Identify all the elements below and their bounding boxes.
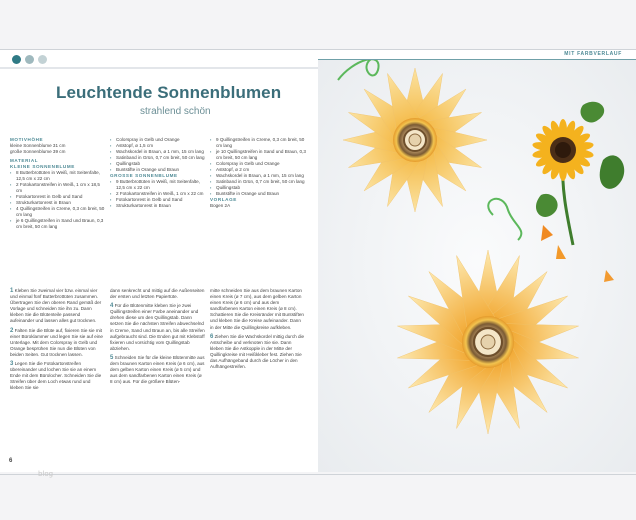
gross-heading: GROSSE SONNENBLUME	[110, 173, 178, 178]
motivhoehe-line: große Sonnenblume 39 cm	[10, 149, 66, 154]
klein-heading: KLEINE SONNENBLUME	[10, 164, 75, 169]
material-item: ▪ Wachskordel in Braun, ø 1 mm, 15 cm lang	[110, 149, 206, 155]
material-item: ▪ 2 Fotokartonstreifen in Weiß, 1 cm x 18,5 cm	[10, 182, 106, 194]
step-text: Schneiden Sie für die kleine Blütenmitte aus dem braunen Karton einen Kreis (ø 6 cm), aus dem gelben Karton einen Kreis (ø 5 cm) und aus dem sandfarbenen Karton einen Kreis (ø 8 cm) aus. Für die größere Blüten-	[110, 354, 205, 385]
material-item: ▪ Strukturkartonrest in Braun	[110, 203, 206, 209]
right-page	[318, 50, 636, 472]
step	[10, 361, 105, 391]
step-number: 1	[10, 288, 14, 294]
dot-3	[38, 55, 47, 64]
material-item: ▪ 9 Butterbrottüten in Weiß, mit Seitenfalte, 12,5 cm x 22 cm	[110, 179, 206, 191]
material-item: ▪ 9 Quillingstreifen in Creme, 0,3 cm breit, 50 cm lang	[210, 137, 306, 149]
material-item: ▪ Satinband in Grün, 0,7 cm breit, 50 cm lang	[210, 179, 306, 185]
instruction-steps	[10, 288, 310, 458]
page-number: 6	[9, 458, 13, 464]
page-subtitle: strahlend schön	[140, 106, 211, 117]
step-number: 5	[110, 354, 114, 361]
step	[210, 288, 305, 331]
material-item: ▪ Fotokartonrest in Gelb und Sand	[110, 197, 206, 203]
vorlage-value: Bogen 2A	[210, 203, 231, 208]
motivhoehe-heading: MOTIVHÖHE	[10, 137, 44, 142]
watermark: blog	[38, 470, 54, 478]
material-item: ▪ Aststopf, ø 1,5 cm	[110, 143, 206, 149]
materials-column-2	[110, 137, 206, 209]
material-item: ▪ Colorspray in Gelb und Orange	[210, 161, 306, 167]
material-item: ▪ Strukturkartonrest in Braun	[10, 200, 106, 206]
vorlage-heading: VORLAGE	[210, 197, 237, 202]
step-text: Für die Blütenmitte kleben Sie je zwei Quillingstreifen einer Farbe aneinander und drehen diese um den Quillingstab. Dann setzen Sie die nächsten Streifen abwechselnd in Creme, Sand und Braun an, bis alle Streifen aufgebraucht sind. Die Enden gut mit Klebstoff fixieren und vorsichtig vom Quillingstab abziehen.	[110, 303, 205, 351]
book-spread	[0, 50, 636, 472]
materials-columns	[10, 137, 310, 277]
materials-column-1	[10, 137, 106, 230]
step-number: 2	[10, 327, 14, 334]
material-item: ▪ je 10 Quillingstreifen in Sand und Braun, 0,3 cm breit, 50 cm lang	[210, 149, 306, 161]
step-text: Legen Sie die Fotokartonstreifen übereinander und lochen Sie sie an einem Ende mit dem Bürolocher. Schneiden Sie die Streifen über dem Loch etwas rund und kleben Sie sie	[10, 361, 102, 391]
material-item: ▪ 8 Butterbrottüten in Weiß, mit Seitenfalte, 12,5 cm x 22 cm	[10, 170, 106, 182]
step	[110, 288, 205, 300]
dot-1	[12, 55, 21, 64]
step-text: Falten Sie die Blüte auf, fixieren Sie sie mit einer Büroklammer und legen Sie sie auf eine Unterlage. Mit dem Colorspray in Gelb und Orange besprühen Sie nun die Blüten von beiden Seiten. Gut trocknen lassen.	[10, 327, 103, 357]
page-title: Leuchtende Sonnenblumen	[56, 83, 282, 102]
step	[110, 355, 205, 385]
material-item: ▪ Wachskordel in Braun, ø 1 mm, 15 cm lang	[210, 173, 306, 179]
step-number: 6	[210, 333, 214, 340]
material-item: ▪ Aststopf, ø 2 cm	[210, 167, 306, 173]
material-item: ▪ Buntstifte in Orange und Braun	[210, 191, 306, 197]
small-paper-sunflower	[343, 68, 487, 212]
steps-column-1	[10, 288, 105, 392]
material-item: ▪ Colorspray in Gelb und Orange	[110, 137, 206, 143]
sunflower-photo	[318, 50, 636, 472]
step	[210, 334, 305, 371]
steps-column-3	[210, 288, 305, 370]
step-text: Kleben Sie zweimal vier bzw. einmal vier und einmal fünf Butterbrottüten zusammen. Übertragen Sie den oberen Rand gemäß der Vorlage und schneiden Sie ihn zu. Dann kleben Sie die Blütenteile passend aufeinander und lassen alles gut trocknen.	[10, 288, 102, 324]
material-item: ▪ Fotokartonrest in Gelb und Sand	[10, 194, 106, 200]
top-rule	[0, 67, 318, 69]
material-item: ▪ Satinband in Grün, 0,7 cm breit, 50 cm lang	[110, 155, 206, 161]
step-number: 4	[110, 303, 114, 310]
step	[10, 328, 105, 358]
material-item: ▪ je 6 Quillingstreifen in Sand und Braun, 0,3 cm breit, 50 cm lang	[10, 218, 106, 230]
material-item: ▪ 2 Fotokartonstreifen in Weiß, 1 cm x 22 cm	[110, 191, 206, 197]
section-dots	[12, 55, 47, 64]
step-text: mitte schneiden Sie aus dem braunen Karton einen Kreis (ø 7 cm), aus dem gelben Karton einen Kreis (ø 6 cm) und aus dem sandfarbenen Karton einen Kreis (ø 8 cm). Schattieren Sie die Kreisränder mit Buntstiften und kleben Sie die Kreise aufeinander. Dann in der Mitte die Quillingkreise aufkleben.	[210, 288, 304, 330]
step	[10, 288, 105, 325]
material-item: ▪ 4 Quillingstreifen in Creme, 0,3 cm breit, 50 cm lang	[10, 206, 106, 218]
section-label: MIT FARBVERLAUF	[564, 51, 622, 57]
material-heading: MATERIAL	[10, 158, 39, 163]
materials-column-3	[210, 137, 306, 209]
step-text: dann senkrecht und mittig auf die Außenseiten der ersten und letzten Papiertüte.	[110, 288, 205, 300]
step	[110, 303, 205, 352]
steps-column-2	[110, 288, 205, 385]
step-text: Ziehen Sie die Wachskordel mittig durch die Astscheibe und verknoten Sie sie. Dann kleben Sie die Astkopple in der Mitte der Quillingkreise mit Heißkleber fest. Ziehen Sie das Aufhängeband durch die Löcher in den Aufhängestreifen.	[210, 333, 305, 370]
step-number: 3	[10, 361, 14, 368]
dot-2	[25, 55, 34, 64]
material-item: ▪ Quillingstab	[210, 185, 306, 191]
right-page-rule	[318, 59, 636, 60]
material-item: ▪ Quillingstab	[110, 161, 206, 167]
material-item: ▪ Buntstifte in Orange und Braun	[110, 167, 206, 173]
motivhoehe-line: kleine Sonnenblume 31 cm	[10, 143, 66, 148]
left-page	[0, 50, 318, 472]
